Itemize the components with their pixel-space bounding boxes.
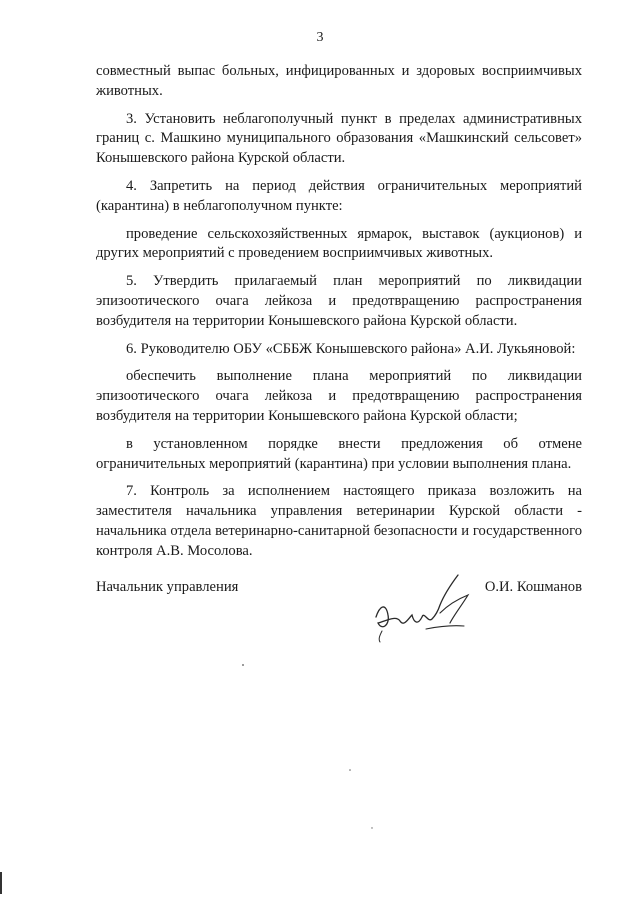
paragraph: 7. Контроль за исполнением настоящего приказа возложить на заместителя начальника управления ветеринарии Курской области - начальника отдела ветеринарно-санитарной безопасности и государственного контроля А.В. Мосолова. [96, 483, 582, 559]
paragraph: совместный выпас больных, инфицированных и здоровых восприимчивых животных. [96, 63, 582, 99]
paragraph: 4. Запретить на период действия ограничительных мероприятий (карантина) в неблагополучном пункте: [96, 177, 582, 214]
signatory-title: Начальник управления [96, 579, 239, 595]
paragraph: 5. Утвердить прилагаемый план мероприятий по ликвидации эпизоотического очага лейкоза и предотвращению распространения возбудителя на территории Конышевского района Курской области. [96, 273, 582, 329]
paragraph: 6. Руководителю ОБУ «СББЖ Конышевского района» А.И. Лукьяновой: [126, 340, 576, 357]
paragraph: 3. Установить неблагополучный пункт в пределах административных границ с. Машкино муниципального образования «Машкинский сельсовет» Конышевского района Курской области. [96, 110, 582, 167]
paragraph: обеспечить выполнение плана мероприятий по ликвидации эпизоотического очага лейкоза и предотвращению распространения возбудителя на территории Конышевского района Курской области; [96, 368, 582, 424]
document-body [96, 62, 582, 570]
signature-block [96, 577, 582, 657]
paragraph: проведение сельскохозяйственных ярмарок, выставок (аукционов) и других мероприятий с проведением восприимчивых животных. [96, 225, 582, 262]
paragraph: в установленном порядке внести предложения об отмене ограничительных мероприятий (карантина) при условии выполнения плана. [96, 435, 582, 472]
page-number: 3 [316, 30, 324, 45]
signatory-name: О.И. Кошманов [484, 579, 582, 595]
